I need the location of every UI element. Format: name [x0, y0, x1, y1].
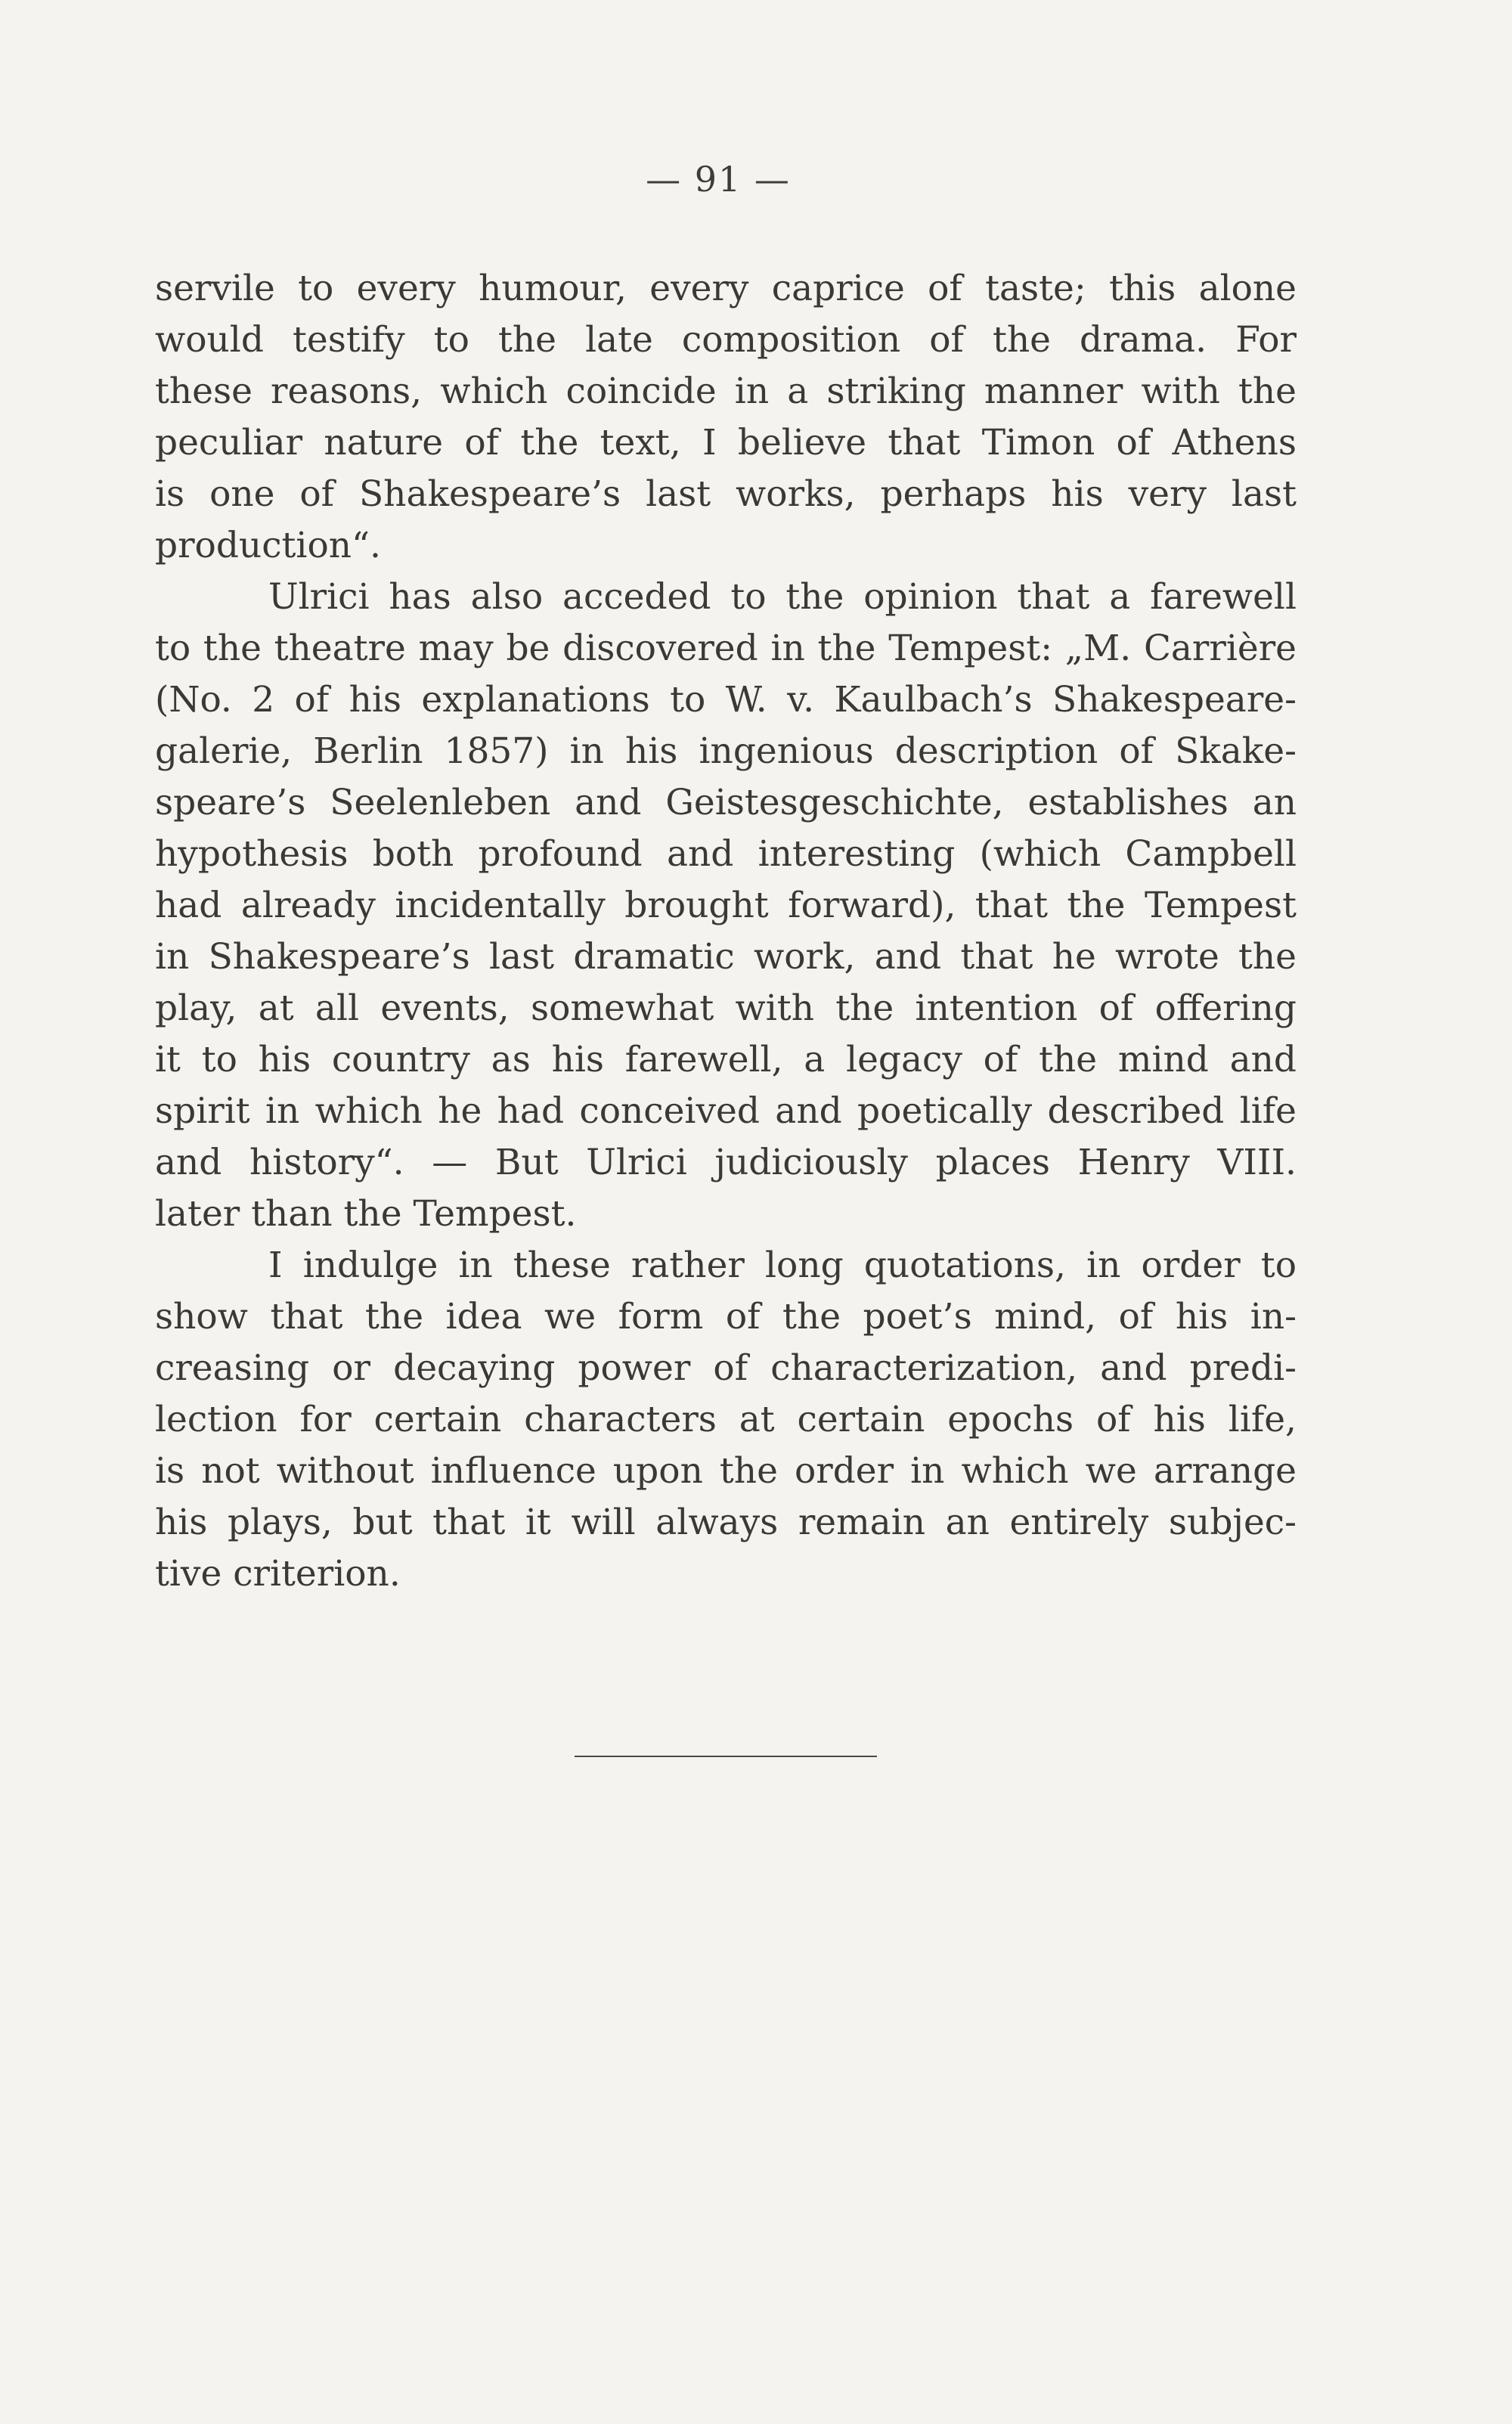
text-line: lection for certain characters at certain epochs of his life, [155, 1399, 1297, 1440]
text-line: tive criterion. [155, 1553, 401, 1595]
text-line: servile to every humour, every caprice of taste; this alone [155, 268, 1297, 309]
text-line: in Shakespeare’s last dramatic work, and that he wrote the [155, 936, 1297, 978]
text-line: is one of Shakespeare’s last works, perhaps his very last [155, 473, 1297, 515]
text-line: Ulrici has also acceded to the opinion that a farewell [268, 576, 1297, 618]
section-divider-rule [575, 1756, 877, 1757]
text-line: had already incidentally brought forward), that the Tempest [155, 885, 1297, 926]
text-line: galerie, Berlin 1857) in his ingenious description of Skake- [155, 730, 1297, 772]
text-line: I indulge in these rather long quotations, in order to [268, 1245, 1297, 1286]
text-line: spirit in which he had conceived and poetically described life [155, 1090, 1297, 1132]
body-text [155, 263, 1297, 1600]
text-line: speare’s Seelenleben and Geistesgeschichte, establishes an [155, 782, 1297, 823]
text-line: his plays, but that it will always remain an entirely subjec- [155, 1502, 1297, 1543]
text-line: later than the Tempest. [155, 1193, 577, 1235]
text-line: (No. 2 of his explanations to W. v. Kaulbach’s Shakespeare- [155, 679, 1297, 721]
text-line: is not without influence upon the order in which we arrange [155, 1450, 1297, 1492]
text-line: play, at all events, somewhat with the intention of offering [155, 987, 1297, 1029]
text-line: these reasons, which coincide in a striking manner with the [155, 370, 1297, 412]
paragraph-1 [155, 263, 1297, 572]
text-line: it to his country as his farewell, a legacy of the mind and [155, 1039, 1297, 1080]
text-line: show that the idea we form of the poet’s mind, of his in- [155, 1296, 1297, 1338]
text-line: creasing or decaying power of characterization, and predi- [155, 1347, 1297, 1389]
text-line: production“. [155, 525, 381, 566]
text-line: hypothesis both profound and interesting (which Campbell [155, 833, 1297, 875]
text-line: to the theatre may be discovered in the Tempest: „M. Carrière [155, 628, 1297, 669]
paragraph-2 [155, 572, 1297, 1240]
page-number: — 91 — [646, 159, 791, 200]
paragraph-3 [155, 1240, 1297, 1600]
text-line: would testify to the late composition of the drama. For [155, 319, 1297, 361]
text-line: and history“. — But Ulrici judiciously places Henry VIII. [155, 1142, 1297, 1183]
text-line: peculiar nature of the text, I believe that Timon of Athens [155, 422, 1297, 463]
